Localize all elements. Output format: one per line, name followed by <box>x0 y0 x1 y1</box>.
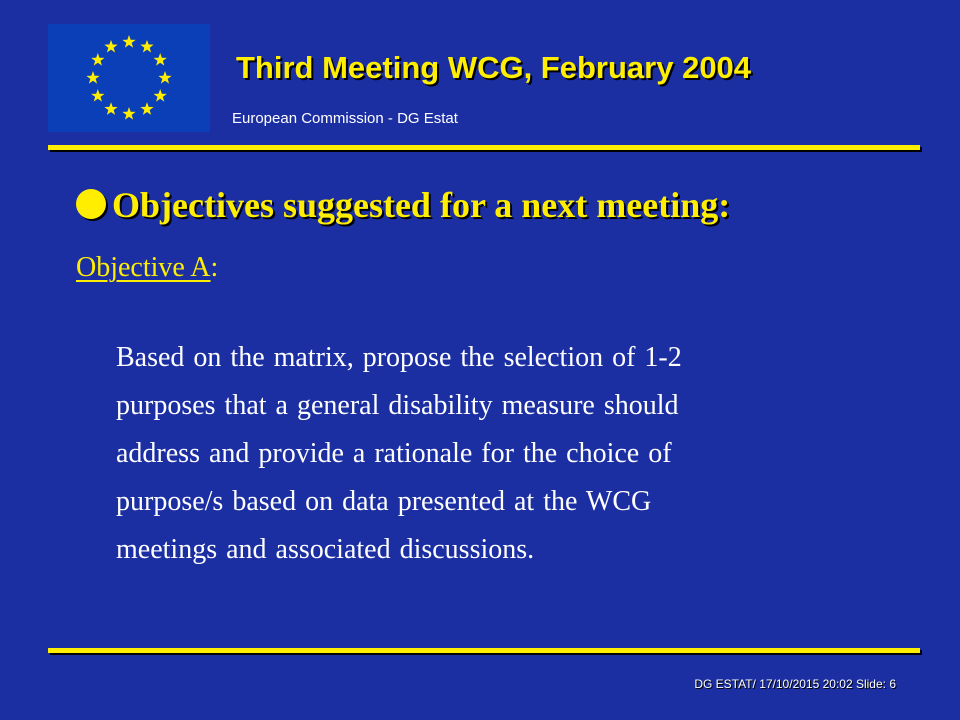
flag-star-icon <box>154 89 167 102</box>
flag-star-icon <box>104 40 117 53</box>
bullet-icon <box>76 189 106 219</box>
eu-flag-icon <box>48 24 210 132</box>
description-line: purpose/s based on data presented at the WCG <box>116 486 652 517</box>
flag-star-icon <box>158 71 171 84</box>
flag-star-icon <box>104 102 117 115</box>
slide-title: Third Meeting WCG, February 2004 <box>236 50 752 85</box>
description-line: address and provide a rationale for the choice of <box>116 438 672 469</box>
description-line: purposes that a general disability measure should <box>116 390 679 421</box>
description-line: Based on the matrix, propose the selection of 1-2 <box>116 342 682 373</box>
top-divider <box>48 145 920 150</box>
objective-label-suffix: : <box>210 252 219 283</box>
objective-label <box>76 252 218 284</box>
bottom-divider <box>48 648 920 653</box>
organization-label: European Commission - DG Estat <box>232 110 458 127</box>
slide-footer: DG ESTAT/ 17/10/2015 20:02 Slide: 6 <box>694 677 896 691</box>
flag-star-icon <box>91 89 104 102</box>
section-heading-text: Objectives suggested for a next meeting: <box>112 185 731 225</box>
flag-star-icon <box>122 107 135 120</box>
flag-star-icon <box>140 40 153 53</box>
flag-star-icon <box>91 53 104 66</box>
description-line: meetings and associated discussions. <box>116 534 535 565</box>
objective-label-text: Objective A <box>76 252 211 283</box>
flag-star-icon <box>122 35 135 48</box>
objective-description <box>116 334 876 574</box>
flag-star-icon <box>86 71 99 84</box>
flag-star-icon <box>140 102 153 115</box>
flag-star-icon <box>154 53 167 66</box>
section-heading <box>76 184 730 226</box>
